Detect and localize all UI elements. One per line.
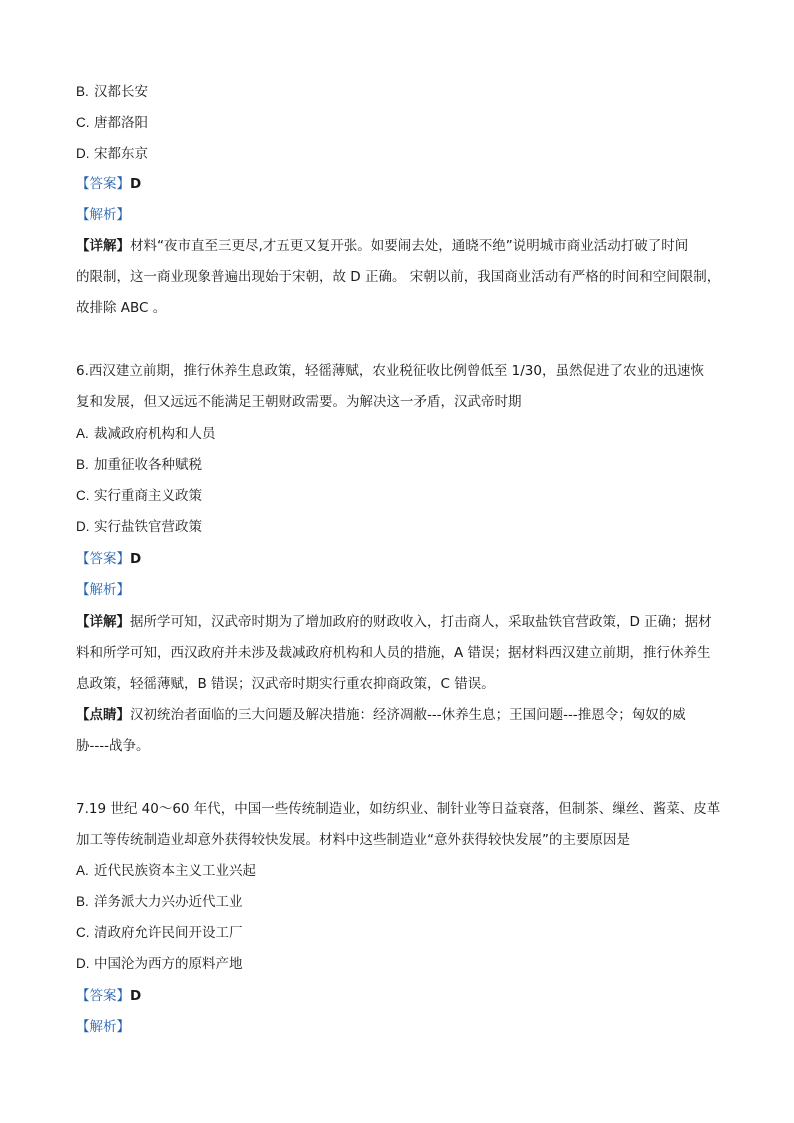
option-text: 宋都东京 <box>94 146 148 162</box>
question-stem: 复和发展，但又远远不能满足王朝财政需要。为解决这一矛盾，汉武帝时期 <box>76 394 522 410</box>
option-text: 中国沦为西方的原料产地 <box>94 956 243 972</box>
option-text: 汉都长安 <box>94 84 148 100</box>
option-b <box>76 82 148 102</box>
option-text: 唐都洛阳 <box>94 115 148 131</box>
q6-detail-line-1 <box>76 612 712 632</box>
q6-option-b <box>76 455 202 475</box>
answer-line <box>76 174 141 194</box>
detail-label: 【详解】 <box>76 238 130 254</box>
option-text: 加重征收各种赋税 <box>94 457 202 473</box>
option-letter: C. <box>76 488 90 503</box>
answer-value: D <box>130 551 142 567</box>
q7-option-a <box>76 861 256 881</box>
analysis-label-text: 【解析】 <box>76 207 130 223</box>
q7-answer-line <box>76 986 141 1006</box>
q7-stem-line-1 <box>76 799 720 819</box>
option-letter: A. <box>76 863 89 878</box>
option-text: 近代民族资本主义工业兴起 <box>94 863 256 879</box>
tip-text: 胁----战争。 <box>76 738 150 754</box>
option-letter: B. <box>76 84 89 99</box>
q6-answer-line <box>76 549 141 569</box>
detail-text: 材料“夜市直至三更尽,才五更又复开张。如要闹去处，通晓不绝”说明城市商业活动打破了时间 <box>130 238 689 254</box>
detail-text: 料和所学可知，西汉政府并未涉及裁减政府机构和人员的措施，A 错误；据材料西汉建立前期，推行休养生 <box>76 645 711 661</box>
option-letter: D. <box>76 956 90 971</box>
q7-option-d <box>76 954 243 974</box>
detail-text: 据所学可知，汉武帝时期为了增加政府的财政收入，打击商人，采取盐铁官营政策，D 正确；据材 <box>130 614 712 630</box>
option-text: 实行重商主义政策 <box>94 488 202 504</box>
option-text: 实行盐铁官营政策 <box>94 519 202 535</box>
q7-option-c <box>76 923 243 943</box>
option-text: 洋务派大力兴办近代工业 <box>94 894 243 910</box>
option-c <box>76 113 148 133</box>
q6-tip-line-2 <box>76 736 150 756</box>
detail-line-3 <box>76 298 166 318</box>
question-stem: 6.西汉建立前期，推行休养生息政策，轻徭薄赋，农业税征收比例曾低至 1/30，虽然促进了农业的迅速恢 <box>76 363 704 379</box>
analysis-label-text: 【解析】 <box>76 1019 130 1035</box>
q6-stem-line-2 <box>76 392 522 412</box>
detail-line-2 <box>76 267 720 287</box>
question-stem: 加工等传统制造业却意外获得较快发展。材料中这些制造业“意外获得较快发展”的主要原因是 <box>76 832 630 848</box>
option-letter: D. <box>76 519 90 534</box>
answer-label: 【答案】 <box>76 176 130 192</box>
detail-text: 息政策，轻徭薄赋，B 错误；汉武帝时期实行重农抑商政策，C 错误。 <box>76 676 495 692</box>
q6-stem-line-1 <box>76 361 704 381</box>
q6-tip-line-1 <box>76 705 686 725</box>
answer-value: D <box>130 176 142 192</box>
q7-stem-line-2 <box>76 830 630 850</box>
option-letter: D. <box>76 146 90 161</box>
q6-option-c <box>76 486 202 506</box>
q6-analysis-label <box>76 580 130 600</box>
option-letter: C. <box>76 925 90 940</box>
q7-option-b <box>76 892 243 912</box>
answer-value: D <box>130 988 142 1004</box>
answer-label: 【答案】 <box>76 551 130 567</box>
option-text: 裁减政府机构和人员 <box>94 426 216 442</box>
option-text: 清政府允许民间开设工厂 <box>94 925 243 941</box>
option-letter: C. <box>76 115 90 130</box>
tip-label: 【点睛】 <box>76 707 130 723</box>
answer-label: 【答案】 <box>76 988 130 1004</box>
option-letter: A. <box>76 426 89 441</box>
analysis-label-text: 【解析】 <box>76 582 130 598</box>
q6-detail-line-3 <box>76 674 495 694</box>
analysis-label <box>76 205 130 225</box>
detail-text: 故排除 ABC 。 <box>76 300 167 316</box>
question-stem: 7.19 世纪 40～60 年代，中国一些传统制造业，如纺织业、制针业等日益衰落，但制茶、缫丝、酱菜、皮革 <box>76 801 721 817</box>
q6-option-d <box>76 517 202 537</box>
option-letter: B. <box>76 457 89 472</box>
detail-label: 【详解】 <box>76 614 130 630</box>
q6-option-a <box>76 424 216 444</box>
option-letter: B. <box>76 894 89 909</box>
tip-text: 汉初统治者面临的三大问题及解决措施：经济凋敝---休养生息；王国问题---推恩令；匈奴的威 <box>130 707 686 723</box>
option-d <box>76 144 148 164</box>
q7-analysis-label <box>76 1017 130 1037</box>
detail-text: 的限制，这一商业现象普遍出现始于宋朝，故 D 正确。 宋朝以前，我国商业活动有严格的时间和空间限制， <box>76 269 721 285</box>
q6-detail-line-2 <box>76 643 711 663</box>
detail-line-1 <box>76 236 688 256</box>
